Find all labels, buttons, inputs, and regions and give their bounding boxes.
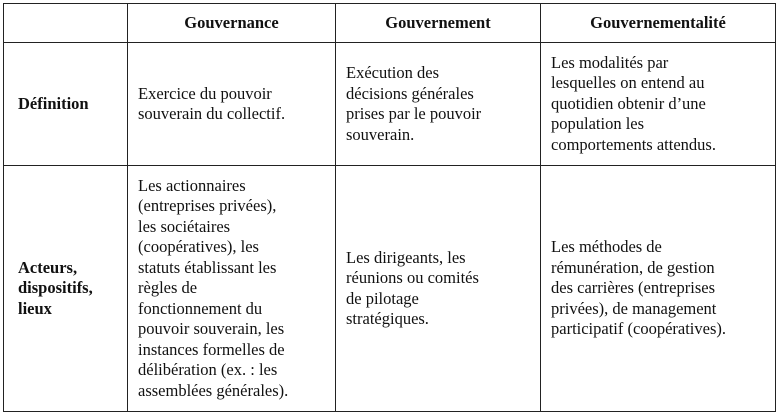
row-header-definition [4,43,128,166]
table-cell [336,166,541,412]
cell-text: Les dirigeants, les réunions ou comités de pilotage stratégiques. [346,247,479,328]
table-header-row [4,4,776,43]
cell-text: Exécution des décisions générales prises par le pouvoir souverain. [346,63,482,144]
cell-text: Les modalités par lesquelles on entend au quotidien obtenir d’une population les comportements attendus. [551,52,716,154]
row-label: Définition [18,93,89,113]
column-header-gouvernementalite: Gouvernementalité [541,4,776,43]
cell-text: Les méthodes de rémunération, de gestion des carrières (entreprises privées), de management participatif (coopératives). [551,237,726,339]
comparison-table [3,3,776,412]
table-row-definition [4,43,776,166]
table-cell [128,166,336,412]
row-header-acteurs [4,166,128,412]
table-cell [128,43,336,166]
row-label: Acteurs, dispositifs, lieux [18,257,93,318]
column-header-gouvernement: Gouvernement [336,4,541,43]
table-row-acteurs [4,166,776,412]
table-cell [336,43,541,166]
cell-text: Exercice du pouvoir souverain du collectif. [138,83,286,123]
table-cell [541,43,776,166]
header-corner-cell [4,4,128,43]
column-header-gouvernance: Gouvernance [128,4,336,43]
cell-text: Les actionnaires (entreprises privées), les sociétaires (coopératives), les statuts établissant les règles de fonctionnement du pouvoir souverain, les instances formelles de délibération (ex. : les assemblées générales). [138,175,289,400]
table-cell [541,166,776,412]
